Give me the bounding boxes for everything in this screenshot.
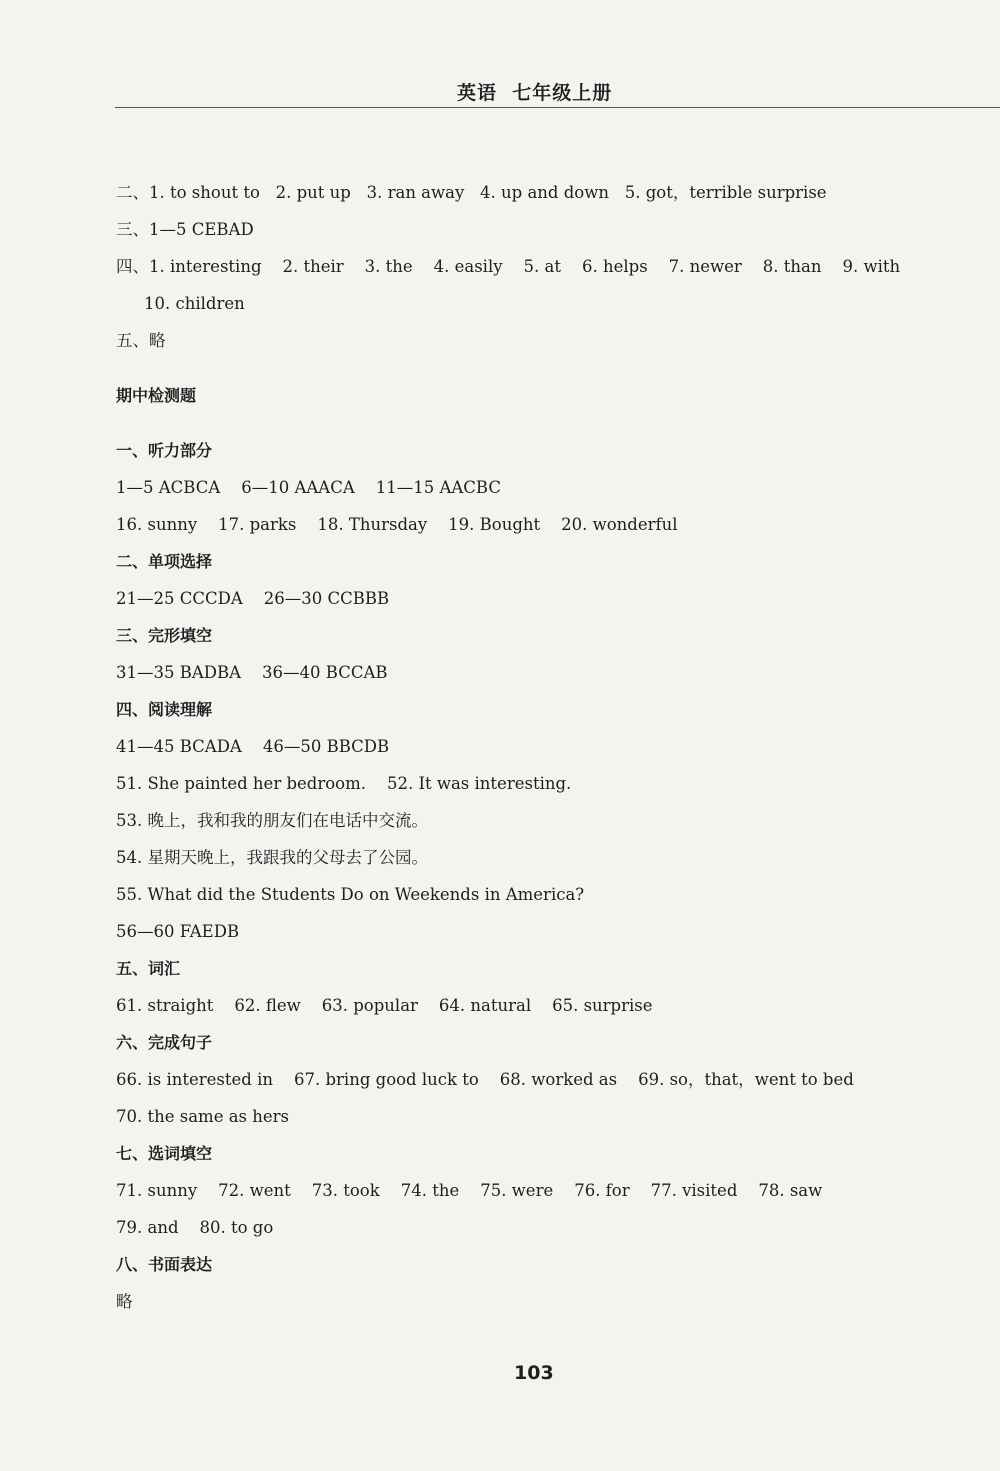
section-heading: 八、书面表达 <box>116 1255 213 1274</box>
spacer <box>116 359 936 377</box>
answer-line: 16. sunny 17. parks 18. Thursday 19. Bought 20. wonderful <box>116 515 678 534</box>
answer-line: 70. the same as hers <box>116 1107 290 1126</box>
section-heading: 二、单项选择 <box>116 552 213 571</box>
answer-line: 二、1. to shout to 2. put up 3. ran away 4. up and down 5. got，terrible surprise <box>116 183 827 202</box>
answer-line: 54. 星期天晚上，我跟我的父母去了公园。 <box>116 848 428 867</box>
answer-line: 79. and 80. to go <box>116 1218 274 1237</box>
answer-line: 55. What did the Students Do on Weekends in America? <box>116 885 585 904</box>
section-heading: 七、选词填空 <box>116 1144 213 1163</box>
spacer <box>116 414 936 432</box>
answer-line: 四、1. interesting 2. their 3. the 4. easily 5. at 6. helps 7. newer 8. than 9. with <box>116 257 901 276</box>
answer-line: 61. straight 62. flew 63. popular 64. natural 65. surprise <box>116 996 653 1015</box>
section-title: 期中检测题 <box>116 386 197 405</box>
answer-line: 21—25 CCCDA 26—30 CCBBB <box>116 589 390 608</box>
answer-line: 三、1—5 CEBAD <box>116 220 254 239</box>
header-rule <box>115 107 1000 108</box>
answer-line: 1—5 ACBCA 6—10 AAACA 11—15 AACBC <box>116 478 501 497</box>
page-number: 103 <box>514 1362 554 1384</box>
answer-line: 31—35 BADBA 36—40 BCCAB <box>116 663 388 682</box>
section-heading: 三、完形填空 <box>116 626 213 645</box>
answer-line: 10. children <box>144 294 245 313</box>
answer-line: 五、略 <box>116 331 166 350</box>
answer-line: 66. is interested in 67. bring good luck to 68. worked as 69. so，that，went to bed <box>116 1070 854 1089</box>
answer-line: 41—45 BCADA 46—50 BBCDB <box>116 737 390 756</box>
section-heading: 一、听力部分 <box>116 441 213 460</box>
section-heading: 六、完成句子 <box>116 1033 213 1052</box>
answer-line: 53. 晚上，我和我的朋友们在电话中交流。 <box>116 811 428 830</box>
answer-line: 56—60 FAEDB <box>116 922 240 941</box>
answer-line: 51. She painted her bedroom. 52. It was interesting. <box>116 774 572 793</box>
header-title: 英语 七年级上册 <box>457 82 613 104</box>
answer-line: 71. sunny 72. went 73. took 74. the 75. were 76. for 77. visited 78. saw <box>116 1181 823 1200</box>
section-heading: 五、词汇 <box>116 959 181 978</box>
page-header <box>115 78 1000 108</box>
answer-content <box>116 174 936 1320</box>
section-heading: 四、阅读理解 <box>116 700 213 719</box>
answer-line: 略 <box>116 1292 133 1311</box>
